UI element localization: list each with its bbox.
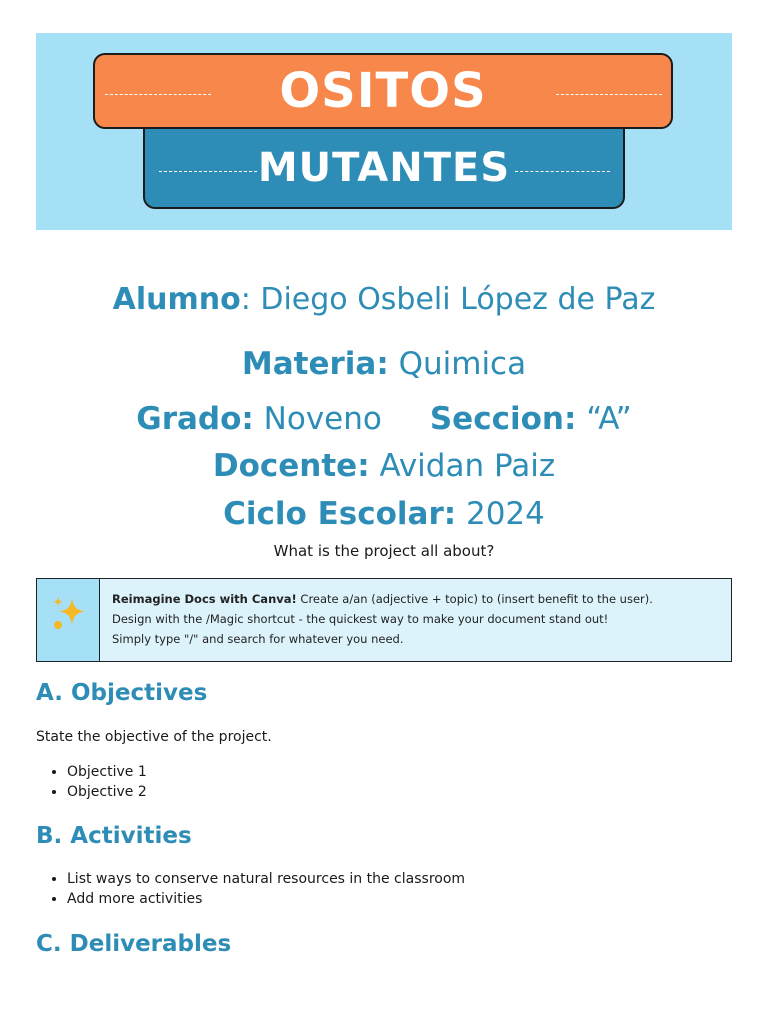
objectives-list [36, 762, 147, 802]
subject-label: Materia: [241, 346, 389, 382]
teacher-label: Docente: [212, 448, 370, 484]
student-label: Alumno [112, 282, 241, 317]
banner-subtitle: MUTANTES [257, 145, 511, 191]
objectives-text: State the objective of the project. [36, 729, 272, 745]
callout-line-3: Simply type "/" and search for whatever you need. [112, 632, 404, 646]
callout-text [100, 579, 665, 661]
list-item: • Add more activities [67, 889, 465, 909]
project-question: What is the project all about? [273, 542, 495, 560]
deliverables-heading: C. Deliverables [36, 931, 232, 957]
list-item: • Objective 1 [67, 762, 147, 782]
grade-label: Grado: [136, 401, 254, 437]
activities-list [36, 869, 465, 909]
teacher-line [0, 446, 768, 486]
school-year-line [0, 494, 768, 534]
banner-title: OSITOS [279, 63, 487, 119]
section-label: Seccion: [429, 401, 577, 437]
list-item: • List ways to conserve natural resources in the classroom [67, 869, 465, 889]
callout-line-2: Design with the /Magic shortcut - the quickest way to make your document stand out! [112, 612, 609, 626]
grade-value: Noveno [253, 401, 382, 437]
subject-value: Quimica [388, 346, 527, 382]
list-item: • Objective 2 [67, 782, 147, 802]
section-value: “A” [576, 401, 632, 437]
student-line [0, 280, 768, 320]
activities-heading: B. Activities [36, 823, 192, 849]
canva-callout [36, 578, 732, 662]
teacher-value: Avidan Paiz [369, 448, 556, 484]
sparkle-icon [52, 596, 86, 632]
callout-icon-cell [37, 579, 100, 661]
school-year-value: 2024 [456, 496, 545, 532]
callout-line-1: Create a/an (adjective + topic) to (insert benefit to the user). [296, 592, 653, 606]
school-year-label: Ciclo Escolar: [223, 496, 457, 532]
grade-section-line [0, 399, 768, 439]
objectives-heading: A. Objectives [36, 680, 208, 706]
callout-bold: Reimagine Docs with Canva! [112, 592, 297, 606]
subject-line [0, 344, 768, 384]
student-value: : Diego Osbeli López de Paz [240, 282, 656, 317]
